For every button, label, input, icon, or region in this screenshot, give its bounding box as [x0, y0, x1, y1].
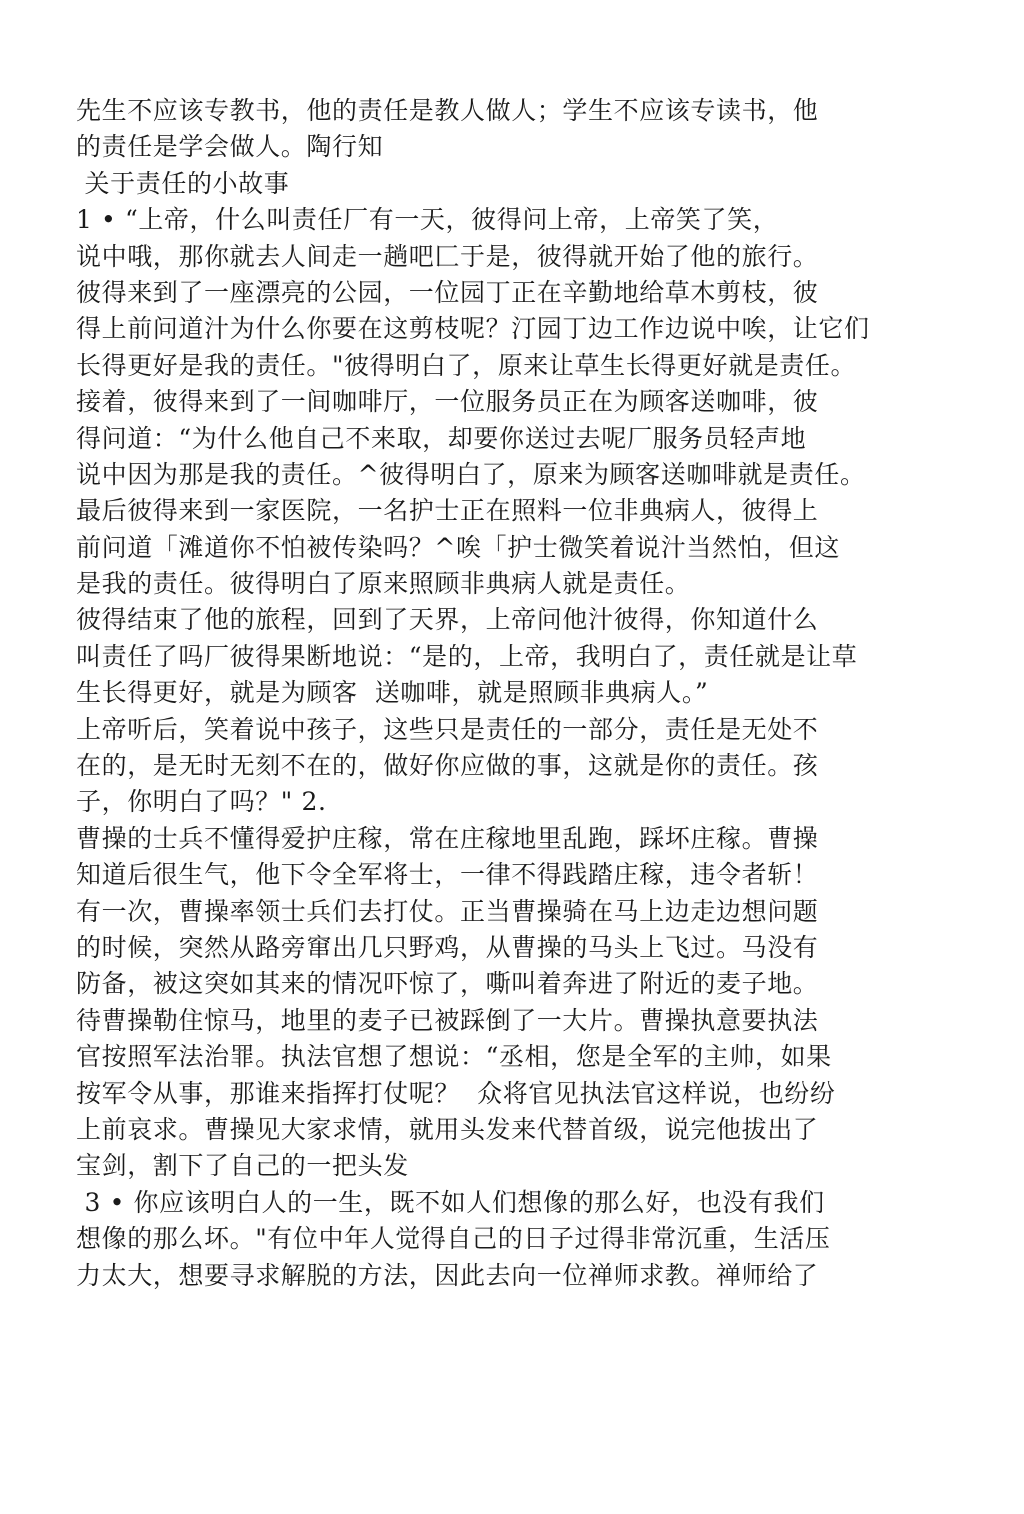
- text-line: 知道后很生气，他下令全军将士，一律不得践踏庄稼，违令者斩！: [76, 860, 819, 890]
- text-line: 官按照军法治罪。执法官想了想说：“丞相，您是全军的主帅，如果: [76, 1042, 832, 1072]
- text-line: 上帝听后，笑着说中孩子，这些只是责任的一部分，责任是无处不: [76, 714, 819, 744]
- text-line: 说中因为那是我的责任。^彼得明白了，原来为顾客送咖啡就是责任。: [76, 459, 866, 489]
- text-line: 先生不应该专教书，他的责任是教人做人；学生不应该专读书，他: [76, 96, 819, 125]
- text-line: 的责任是学会做人。陶行知: [76, 132, 384, 162]
- text-line: 生长得更好，就是为顾客 送咖啡，就是照顾非典病人。”: [76, 678, 709, 708]
- text-line: 1 • “上帝，什么叫责任厂有一天，彼得问上帝，上帝笑了笑，: [76, 205, 779, 235]
- text-line: 说中哦，那你就去人间走一趟吧匚于是，彼得就开始了他的旅行。: [76, 241, 819, 271]
- text-line: 在的，是无时无刻不在的，做好你应做的事，这就是你的责任。孩: [76, 751, 819, 781]
- text-line: 想像的那么坏。"有位中年人觉得自己的日子过得非常沉重，生活压: [76, 1224, 831, 1254]
- text-line: 子，你明白了吗？" 2.: [76, 787, 327, 817]
- text-line: 彼得结束了他的旅程，回到了天界，上帝问他汁彼得，你知道什么: [76, 605, 819, 635]
- text-line: 最后彼得来到一家医院，一名护士正在照料一位非典病人，彼得上: [76, 496, 819, 526]
- text-line: 接着，彼得来到了一间咖啡厅，一位服务员正在为顾客送咖啡，彼: [76, 387, 819, 417]
- text-line: 有一次，曹操率领士兵们去打仗。正当曹操骑在马上边走边想问题: [76, 896, 819, 926]
- section-heading: 关于责任的小故事: [76, 168, 290, 198]
- text-line: 长得更好是我的责任。"彼得明白了，原来让草生长得更好就是责任。: [76, 350, 857, 380]
- text-line: 防备，被这突如其来的情况吓惊了，嘶叫着奔进了附近的麦子地。: [76, 969, 819, 999]
- text-line: 上前哀求。曹操见大家求情，就用头发来代替首级，说完他拔出了: [76, 1114, 819, 1144]
- text-line: 得问道：“为什么他自己不来取，却要你送过去呢厂服务员轻声地: [76, 423, 807, 453]
- text-line: 曹操的士兵不懂得爱护庄稼，常在庄稼地里乱跑，踩坏庄稼。曹操: [76, 823, 819, 853]
- text-line: 3 • 你应该明白人的一生，既不如人们想像的那么好，也没有我们: [76, 1187, 825, 1217]
- text-line: 是我的责任。彼得明白了原来照顾非典病人就是责任。: [76, 569, 691, 599]
- text-line: 的时候，突然从路旁窜出几只野鸡，从曹操的马头上飞过。马没有: [76, 932, 819, 962]
- text-line: 叫责任了吗厂彼得果断地说：“是的，上帝，我明白了，责任就是让草: [76, 641, 858, 671]
- text-line: 前问道「滩道你不怕被传染吗？^唉「护士微笑着说汁当然怕，但这: [76, 532, 840, 562]
- text-line: 待曹操勒住惊马，地里的麦子已被踩倒了一大片。曹操执意要执法: [76, 1005, 819, 1035]
- text-line: 宝剑，割下了自己的一把头发: [76, 1151, 409, 1181]
- text-line: 得上前问道汁为什么你要在这剪枝呢？汀园丁边工作边说中唉，让它们: [76, 314, 870, 344]
- document-body: [76, 93, 976, 1294]
- text-line: 彼得来到了一座漂亮的公园，一位园丁正在辛勤地给草木剪枝，彼: [76, 277, 819, 307]
- text-line: 按军令从事，那谁来指挥打仗呢？ 众将官见执法官这样说，也纷纷: [76, 1078, 836, 1108]
- text-line: 力太大，想要寻求解脱的方法，因此去向一位禅师求教。禅师给了: [76, 1260, 819, 1290]
